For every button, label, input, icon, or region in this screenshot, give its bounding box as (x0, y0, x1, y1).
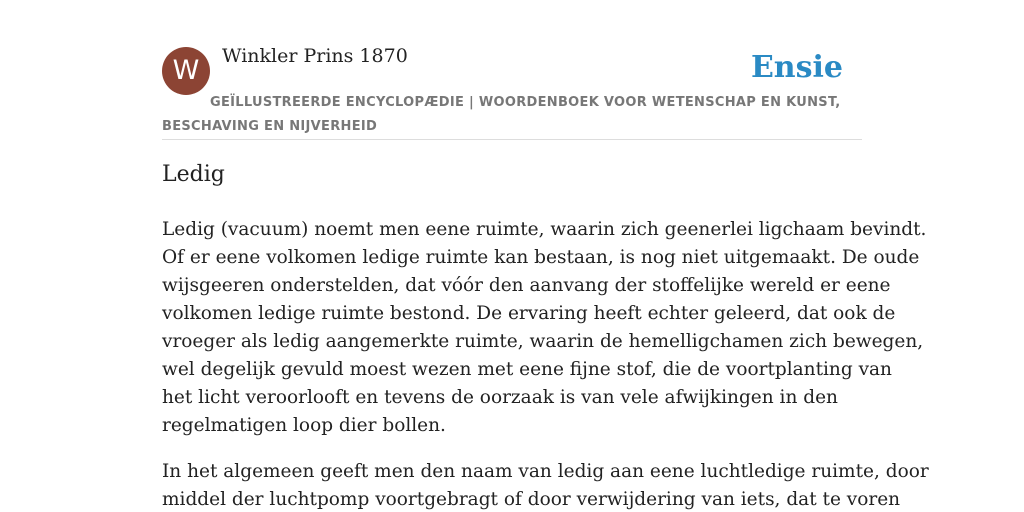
article-body (162, 216, 929, 512)
text-line: In het algemeen geeft men den naam van ledig aan eene luchtledige ruimte, door (162, 461, 929, 482)
paragraph-2 (162, 458, 929, 512)
text-line: Of er eene volkomen ledige ruimte kan bestaan, is nog niet uitgemaakt. De oude (162, 247, 920, 268)
source-name[interactable]: Winkler Prins 1870 (222, 45, 408, 67)
text-line: regelmatigen loop dier bollen. (162, 415, 446, 436)
text-line: wijsgeeren onderstelden, dat vóór den aanvang der stoffelijke wereld er eene (162, 275, 891, 296)
text-line: vroeger als ledig aangemerkte ruimte, waarin de hemelligchamen zich bewegen, (162, 331, 924, 352)
paragraph-1 (162, 216, 927, 440)
subtitle-line-2: BESCHAVING EN NIJVERHEID (162, 119, 378, 134)
source-avatar[interactable]: W (162, 47, 210, 95)
subtitle-line-1: GEÏLLUSTREERDE ENCYCLOPÆDIE | WOORDENBOEK VOOR WETENSCHAP EN KUNST, (210, 95, 841, 110)
text-line: volkomen ledige ruimte bestond. De ervaring heeft echter geleerd, dat ook de (162, 303, 896, 324)
text-line: het licht veroorlooft en tevens de oorzaak is van vele afwijkingen in den (162, 387, 838, 408)
article-title: Ledig (162, 162, 225, 187)
source-subtitle (162, 91, 841, 139)
text-line: middel der luchtpomp voortgebragt of door verwijdering van iets, dat te voren (162, 489, 901, 510)
text-line: wel degelijk gevuld moest wezen met eene fijne stof, die de voortplanting van (162, 359, 892, 380)
brand-logo[interactable]: Ensie (750, 50, 843, 85)
header-divider (162, 139, 862, 140)
text-line: Ledig (vacuum) noemt men eene ruimte, waarin zich geenerlei ligchaam bevindt. (162, 219, 927, 240)
